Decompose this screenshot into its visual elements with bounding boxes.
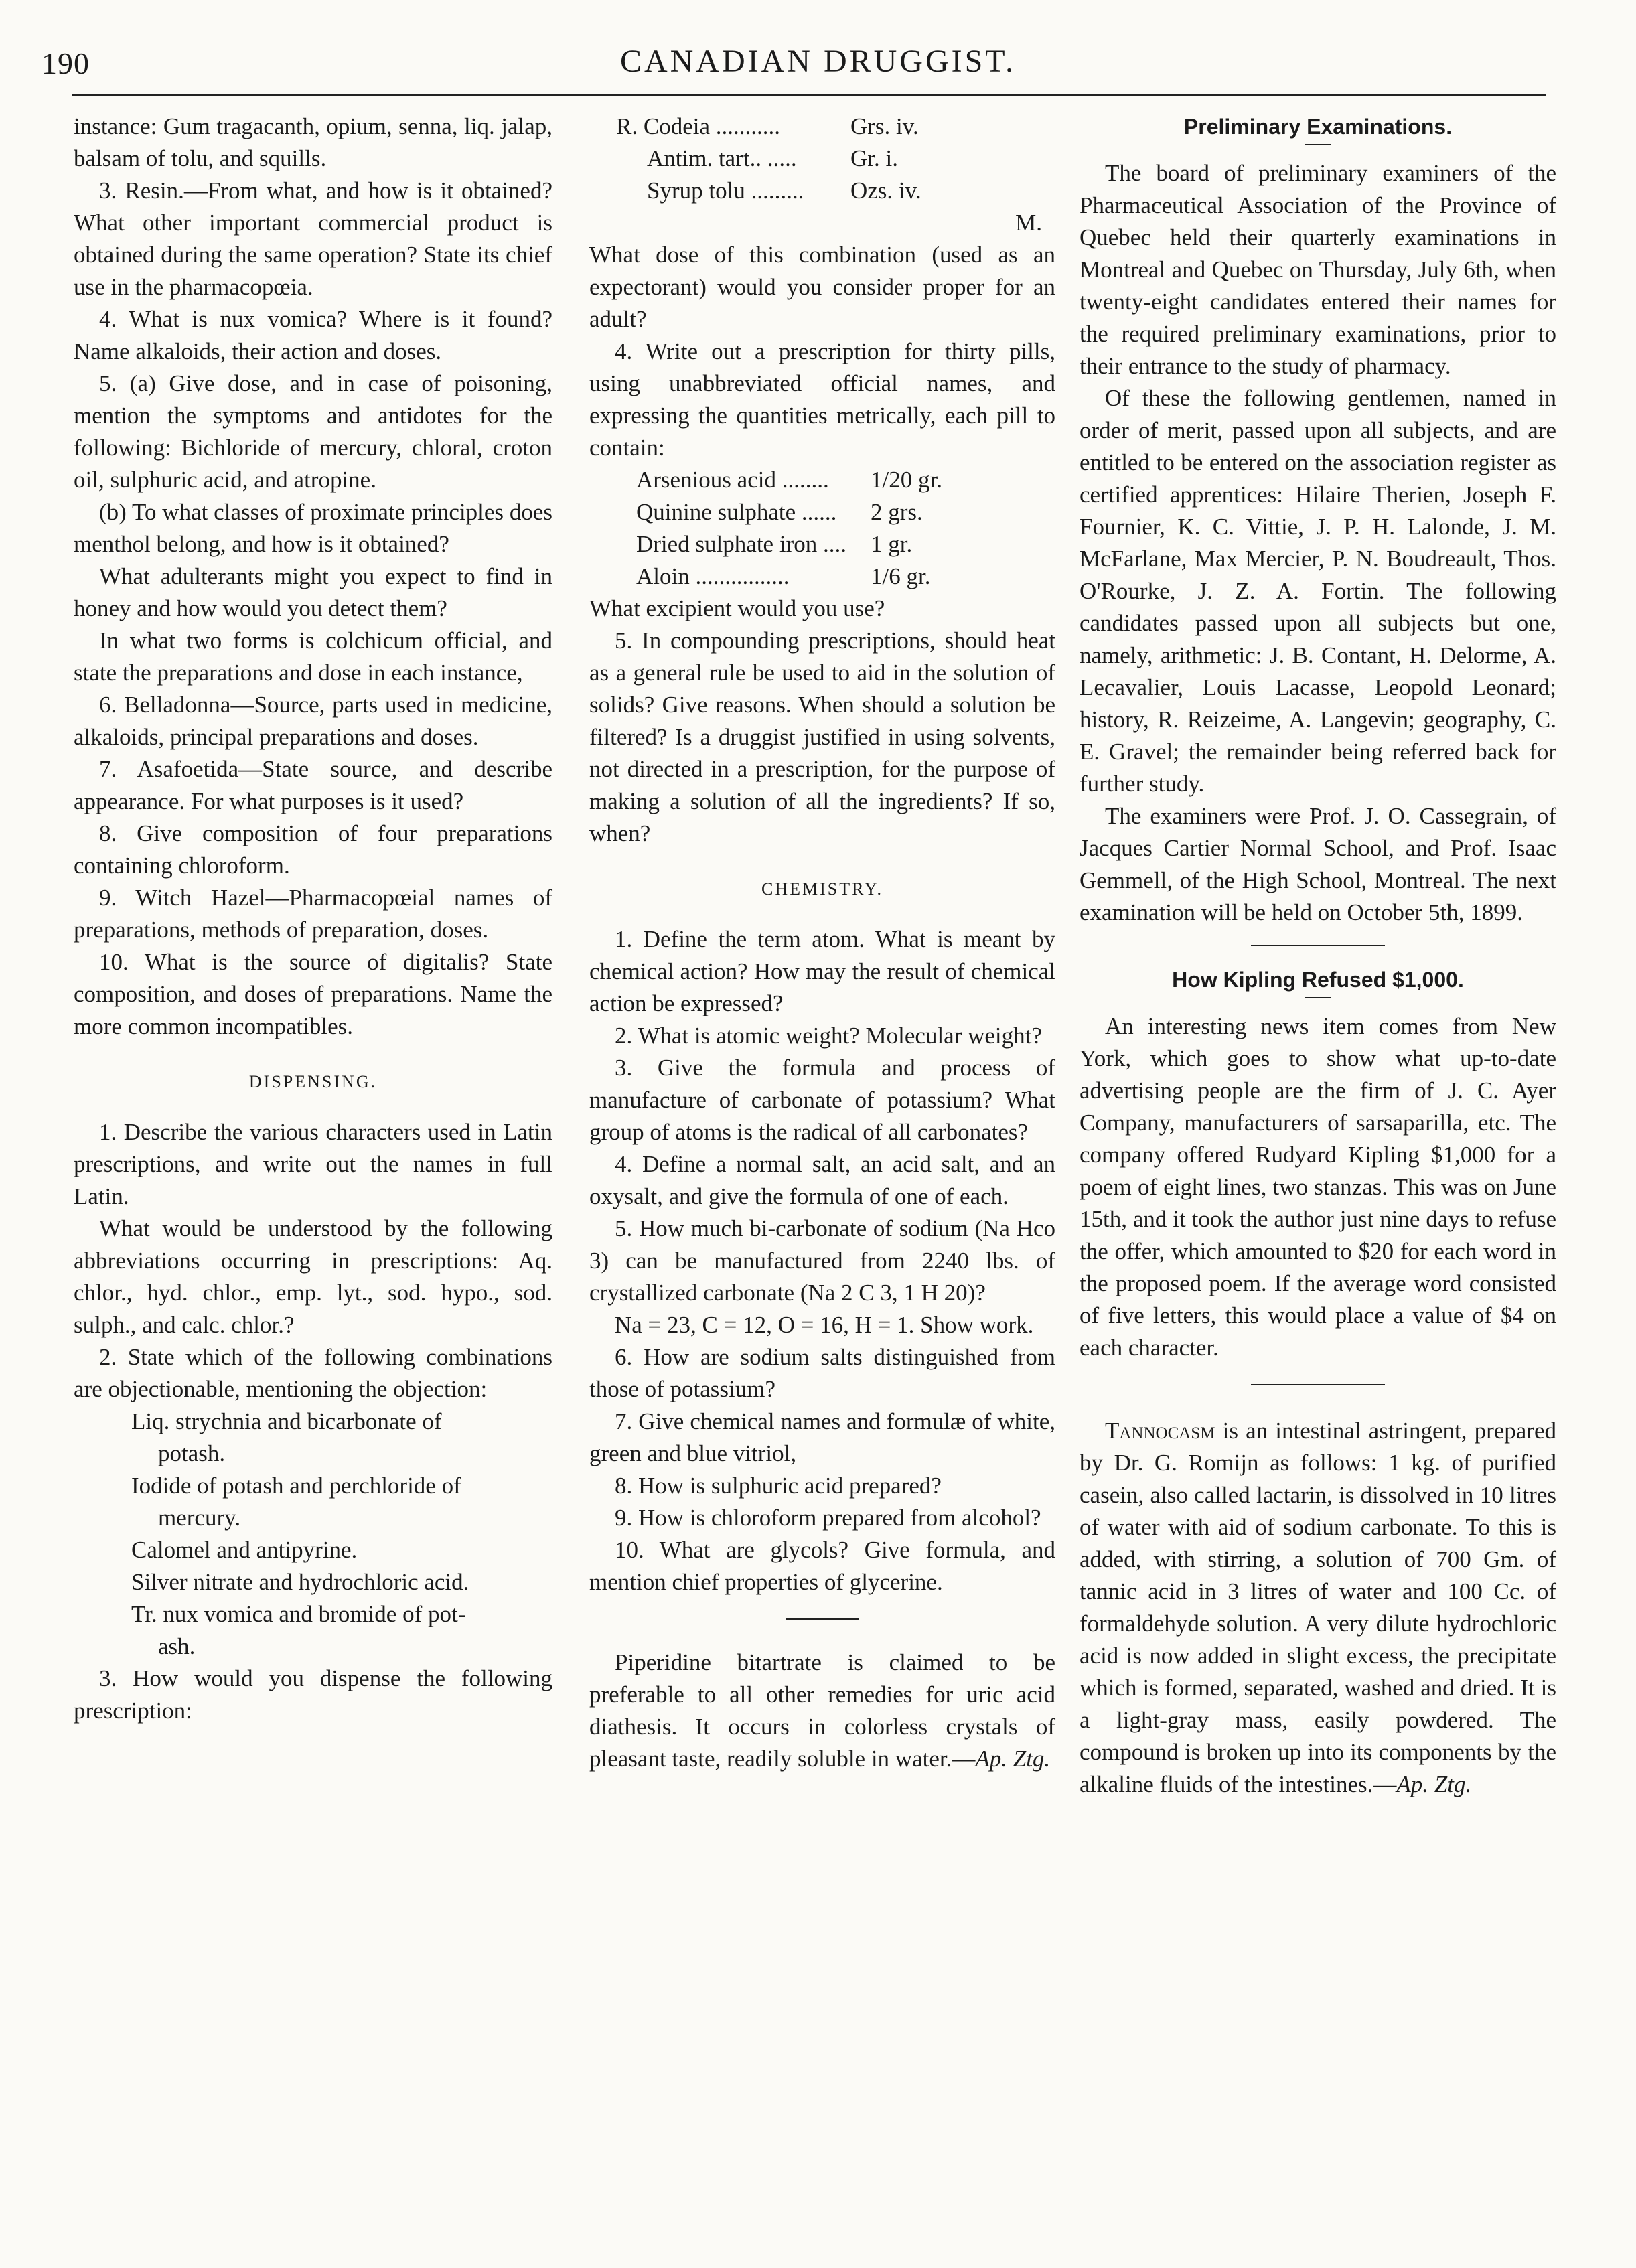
question: 9. Witch Hazel—Pharmacopœial names of preparations, methods of preparation, doses. (74, 885, 552, 943)
drug-quantity: 1/20 gr. (871, 467, 942, 493)
prescription-misce: M. (1015, 210, 1042, 236)
prescription-table (636, 464, 942, 593)
page-number: 190 (42, 46, 90, 80)
combination-item (74, 1598, 552, 1663)
drug-name: Syrup tolu ......... (647, 177, 804, 204)
question: What excipient would you use? (589, 595, 885, 621)
article-paragraph: The examiners were Prof. J. O. Cassegrain, of Jacques Cartier Normal School, and Prof. Isaac Gemmell, of the High School, Montreal. The next examination will be held on October 5th, 1899. (1080, 803, 1556, 925)
question: 5. (a) Give dose, and in case of poisoning, mention the symptoms and antidotes for the following: Bichloride of mercury, chloral, croton oil, sulphuric acid, and atropine. (74, 370, 552, 493)
news-item-piperidine: Piperidine bitartrate is claimed to be preferable to all other remedies for uric acid diathesis. It occurs in colorless crystals of pleasant taste, readily soluble in water.—Ap. Ztg. (589, 1649, 1055, 1772)
section-divider (786, 1618, 859, 1620)
question: 1. Describe the various characters used in Latin prescriptions, and write out the names in full Latin. (74, 1119, 552, 1209)
heading-dash (1305, 144, 1331, 145)
question: 8. How is sulphuric acid prepared? (615, 1472, 942, 1499)
prescription-row (616, 143, 921, 175)
article-paragraph: Of these the following gentlemen, named in order of merit, passed upon all subjects, and are entitled to be entered on the association register as certified apprentices: Hilaire Therien, Joseph F. Fournier, K. C. Vittie, J. P. H. Lalonde, J. M. McFarlane, Max Mercier, P. N. Boudreault, Thos. O'Rourke, J. Z. A. Fortin. The following candidates passed upon all subjects but one, namely, arithmetic: J. B. Contant, H. Delorme, A. Lecavalier, Louis Lacasse, Leopold Leonard; history, R. Reizeime, A. Langevin; geography, C. E. Gravel; the remainder being referred back for further study. (1080, 385, 1556, 797)
question: 3. Give the formula and process of manufacture of carbonate of potassium? What group of atoms is the radical of all carbonates? (589, 1055, 1055, 1145)
question: 9. How is chloroform prepared from alcohol? (615, 1505, 1041, 1531)
combination-continuation: mercury. (158, 1505, 241, 1531)
question: 6. Belladonna—Source, parts used in medicine, alkaloids, principal preparations and doses. (74, 692, 552, 750)
drug-name: Aloin ................ (636, 563, 790, 589)
prescription-row (636, 496, 942, 528)
question: 4. Write out a prescription for thirty pills, using unabbreviated official names, and expressing the quantities metrically, each pill to contain: (589, 338, 1055, 461)
question: 1. Define the term atom. What is meant by chemical action? How may the result of chemical action be expressed? (589, 926, 1055, 1016)
news-item-tannocasm: Tannocasm is an intestinal astringent, prepared by Dr. G. Romijn as follows: 1 kg. of purified casein, also called lactarin, is dissolved in 10 litres of water with aid of sodium carbonate. To this is added, with stirring, a solution of 700 Gm. of tannic acid in 3 litres of water and 100 Cc. of formaldehyde solution. A very dilute hydrochloric acid is now added in slight excess, the precipitate which is formed, separated, washed and dried. It is a light-gray mass, easily powdered. The compound is broken up into its components by the alkaline fluids of the intestines.—Ap. Ztg. (1080, 1418, 1556, 1797)
section-heading-dispensing: DISPENSING. (248, 1072, 378, 1091)
combination-item (74, 1566, 552, 1598)
heading-dash (1305, 997, 1331, 998)
question: 5. How much bi-carbonate of sodium (Na Hco 3) can be manufactured from 2240 lbs. of crystallized carbonate (Na 2 C 3, 1 H 20)? (589, 1215, 1055, 1306)
article-paragraph: The board of preliminary examiners of the Pharmaceutical Association of the Province of Quebec held their quarterly examinations in Montreal and Quebec on Thursday, July 6th, when twenty-eight candidates entered their names for the required preliminary examinations, prior to their entrance to the study of pharmacy. (1080, 160, 1556, 379)
header-rule (72, 94, 1546, 96)
question: 10. What is the source of digitalis? State composition, and doses of preparations. Name the more common incompatibles. (74, 949, 552, 1039)
combination-continuation: ash. (158, 1633, 196, 1659)
question: 7. Asafoetida—State source, and describe appearance. For what purposes is it used? (74, 756, 552, 814)
question: 6. How are sodium salts distinguished from those of potassium? (589, 1344, 1055, 1402)
combination-continuation: potash. (158, 1440, 226, 1466)
combination-item (74, 1406, 552, 1470)
article-heading-preliminary: Preliminary Examinations. (1183, 115, 1453, 139)
combination-text: Iodide of potash and perchloride of (131, 1472, 461, 1499)
drug-quantity: 1/6 gr. (871, 563, 931, 589)
prescription-row (616, 175, 921, 207)
paragraph: instance: Gum tragacanth, opium, senna, liq. jalap, balsam of tolu, and squills. (74, 113, 552, 171)
combination-text: Liq. strychnia and bicarbonate of (131, 1408, 442, 1434)
question: 4. Define a normal salt, an acid salt, and an oxysalt, and give the formula of one of each. (589, 1151, 1055, 1209)
drug-name: R. Codeia ........... (616, 113, 780, 139)
article-heading-kipling: How Kipling Refused $1,000. (1172, 968, 1464, 992)
question: Na = 23, C = 12, O = 16, H = 1. Show work. (615, 1312, 1034, 1338)
page-header (0, 40, 1636, 100)
drug-name: Arsenious acid ........ (636, 467, 829, 493)
running-title: CANADIAN DRUGGIST. (619, 44, 1017, 79)
source-citation: Ap. Ztg. (1396, 1771, 1472, 1797)
source-citation: Ap. Ztg. (975, 1746, 1051, 1772)
question: 2. State which of the following combinations are objectionable, mentioning the objection: (74, 1344, 552, 1402)
lead-word: Tannocasm (1105, 1418, 1215, 1444)
drug-name: Antim. tart.. ..... (647, 145, 797, 171)
question: In what two forms is colchicum official, and state the preparations and dose in each instance, (74, 627, 552, 686)
section-divider (1251, 945, 1385, 946)
question: 7. Give chemical names and formulæ of white, green and blue vitriol, (589, 1408, 1055, 1466)
column-1 (74, 110, 552, 1727)
question: (b) To what classes of proximate principles does menthol belong, and how is it obtained? (74, 499, 552, 557)
question: 5. In compounding prescriptions, should heat as a general rule be used to aid in the solution of solids? Give reasons. When should a solution be filtered? Is a druggist justified in using solvents, not directed in a prescription, for the purpose of making a solution of all the ingredients? If so, when? (589, 627, 1055, 846)
combination-text: Tr. nux vomica and bromide of pot- (131, 1601, 466, 1627)
prescription-row (636, 528, 942, 560)
column-3 (1080, 110, 1556, 1801)
drug-quantity: Grs. iv. (850, 113, 919, 139)
combination-item (74, 1534, 552, 1566)
prescription-row (636, 464, 942, 496)
question: 3. How would you dispense the following prescription: (74, 1665, 552, 1724)
article-paragraph: An interesting news item comes from New York, which goes to show what up-to-date advertising people are the firm of J. C. Ayer Company, manufacturers of sarsaparilla, etc. The company offered Rudyard Kipling $1,000 for a poem of eight lines, two stanzas. This was on June 15th, and it took the author just nine days to refuse the offer, which amounted to $20 for each word in the proposed poem. If the average word consisted of five letters, this would place a value of $4 on each character. (1080, 1013, 1556, 1361)
combination-text: Calomel and antipyrine. (131, 1537, 358, 1563)
question: What would be understood by the following abbreviations occurring in prescriptions: Aq. chlor., hyd. chlor., emp. lyt., sod. hypo., sod. sulph., and calc. chlor.? (74, 1215, 552, 1338)
prescription-row (616, 110, 921, 143)
drug-quantity: Gr. i. (850, 145, 898, 171)
question: 4. What is nux vomica? Where is it found? Name alkaloids, their action and doses. (74, 306, 552, 364)
prescription-table (616, 110, 921, 207)
drug-quantity: Ozs. iv. (850, 177, 921, 204)
question: What adulterants might you expect to find in honey and how would you detect them? (74, 563, 552, 621)
column-2 (589, 110, 1055, 1775)
prescription-row (636, 560, 942, 593)
question: 2. What is atomic weight? Molecular weight? (615, 1023, 1042, 1049)
question: What dose of this combination (used as an expectorant) would you consider proper for an adult? (589, 242, 1055, 332)
drug-quantity: 1 gr. (871, 531, 913, 557)
combination-text: Silver nitrate and hydrochloric acid. (131, 1569, 469, 1595)
question: 8. Give composition of four preparations containing chloroform. (74, 820, 552, 879)
drug-name: Quinine sulphate ...... (636, 499, 837, 525)
drug-quantity: 2 grs. (871, 499, 923, 525)
section-divider (1251, 1384, 1385, 1385)
question: 10. What are glycols? Give formula, and mention chief properties of glycerine. (589, 1537, 1055, 1595)
combination-item (74, 1470, 552, 1534)
section-heading-chemistry: CHEMISTRY. (761, 879, 883, 899)
drug-name: Dried sulphate iron .... (636, 531, 846, 557)
question: 3. Resin.—From what, and how is it obtained? What other important commercial product is obtained during the same operation? State its chief use in the pharmacopœia. (74, 177, 552, 300)
